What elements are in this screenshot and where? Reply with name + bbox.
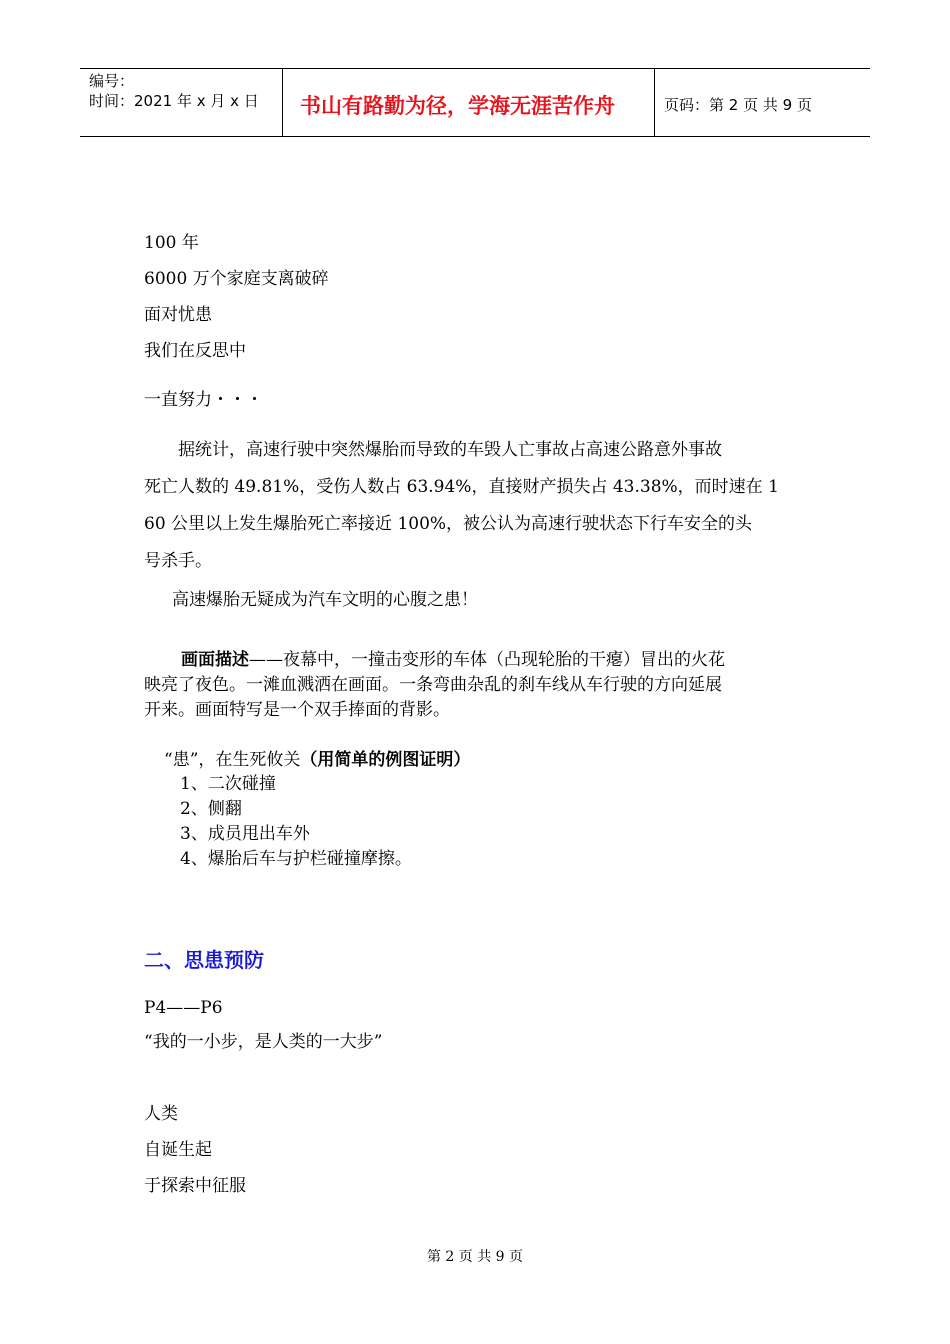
intro-line: 一直努力・・・ [144, 390, 263, 410]
page-range: P4——P6 [144, 998, 223, 1018]
header-divider-left [282, 68, 283, 136]
section-line: 自诞生起 [144, 1140, 212, 1160]
list-item: 2、侧翻 [180, 799, 242, 819]
list-item: 4、爆胎后车与护栏碰撞摩擦。 [180, 849, 412, 869]
serial-label: 编号： [89, 72, 135, 90]
stats-line: 60 公里以上发生爆胎死亡率接近 100%，被公认为高速行驶状态下行车安全的头 [144, 514, 753, 534]
stats-conclusion: 高速爆胎无疑成为汽车文明的心腹之患！ [172, 590, 478, 610]
time-label: 时间：2021 年 x 月 x 日 [89, 92, 259, 110]
stats-paragraph [144, 432, 804, 580]
section-heading: 二、思患预防 [144, 948, 264, 972]
intro-line: 我们在反思中 [144, 341, 246, 361]
header-bottom-rule [80, 136, 870, 137]
danger-list [180, 772, 412, 872]
motto: 书山有路勤为径，学海无涯苦作舟 [300, 94, 615, 118]
intro-line: 面对忧患 [144, 305, 212, 325]
intro-line: 6000 万个家庭支离破碎 [144, 269, 329, 289]
header-top-rule [80, 68, 870, 69]
danger-lead [164, 748, 470, 772]
list-item: 3、成员甩出车外 [180, 824, 310, 844]
scene-line: ——夜幕中，一撞击变形的车体（凸现轮胎的干瘪）冒出的火花 [249, 650, 725, 670]
scene-description [144, 648, 804, 723]
scene-label: 画面描述 [181, 650, 249, 670]
scene-line: 映亮了夜色。一滩血溅洒在画面。一条弯曲杂乱的刹车线从车行驶的方向延展 [144, 675, 722, 695]
scene-line: 开来。画面特写是一个双手捧面的背影。 [144, 700, 450, 720]
list-item: 1、二次碰撞 [180, 774, 276, 794]
header-divider-right [654, 68, 655, 136]
page-footer: 第 2 页 共 9 页 [426, 1249, 524, 1265]
section-line: 于探索中征服 [144, 1176, 246, 1196]
danger-lead-bold: （用简单的例图证明） [300, 750, 471, 770]
danger-lead-text: “患”，在生死攸关 [164, 750, 301, 770]
stats-line: 据统计，高速行驶中突然爆胎而导致的车毁人亡事故占高速公路意外事故 [178, 440, 722, 460]
stats-line: 死亡人数的 49.81%，受伤人数占 63.94%，直接财产损失占 43.38%，而时速在 1 [144, 477, 779, 497]
intro-line: 100 年 [144, 233, 199, 253]
section-line: 人类 [144, 1104, 178, 1124]
stats-line: 号杀手。 [144, 551, 212, 571]
quote: “我的一小步，是人类的一大步” [144, 1032, 383, 1052]
page-label: 页码：第 2 页 共 9 页 [664, 96, 812, 114]
